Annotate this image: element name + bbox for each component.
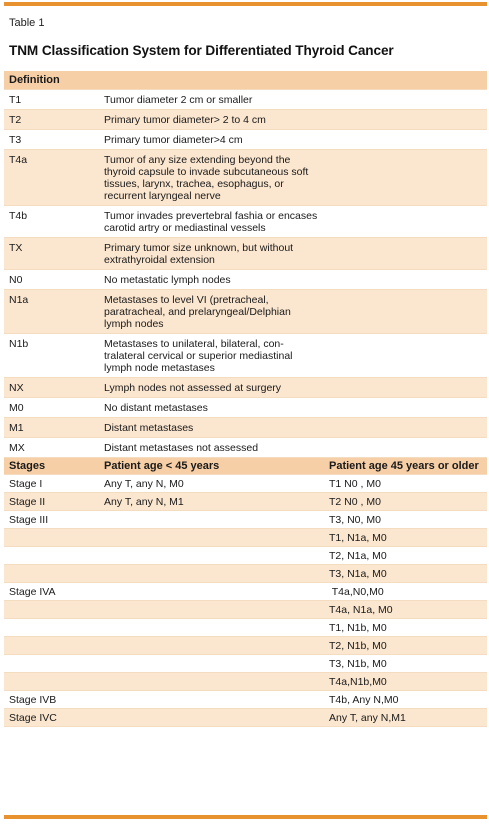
stage-name: Stage II bbox=[9, 496, 46, 508]
stage-row bbox=[4, 547, 487, 565]
definition-row bbox=[4, 90, 487, 110]
stage-over45: T2, N1a, M0 bbox=[329, 550, 387, 562]
stage-over45: T3, N1a, M0 bbox=[329, 568, 387, 580]
stage-name bbox=[4, 637, 99, 654]
definition-header: Definition bbox=[9, 74, 60, 86]
stage-row bbox=[4, 493, 487, 511]
stage-row bbox=[4, 691, 487, 709]
stage-under45 bbox=[99, 601, 324, 618]
definition-row bbox=[4, 130, 487, 150]
stage-over45: T1, N1b, M0 bbox=[329, 622, 387, 634]
stage-name: Stage I bbox=[9, 478, 43, 490]
stage-row bbox=[4, 529, 487, 547]
definition-code: T4b bbox=[9, 210, 28, 222]
stages-header-row bbox=[4, 458, 487, 475]
stage-name bbox=[4, 547, 99, 564]
stage-under45 bbox=[99, 529, 324, 546]
table-title: TNM Classification System for Differentiated Thyroid Cancer bbox=[9, 43, 394, 58]
stage-under45 bbox=[99, 547, 324, 564]
stage-name bbox=[4, 601, 99, 618]
definition-code: T3 bbox=[9, 134, 22, 146]
definition-code: N0 bbox=[9, 274, 23, 286]
stage-under45 bbox=[99, 691, 324, 708]
stage-name: Stage IVB bbox=[9, 694, 57, 706]
stage-name bbox=[4, 655, 99, 672]
definition-row bbox=[4, 110, 487, 130]
stage-under45 bbox=[99, 583, 324, 600]
definition-header-row bbox=[4, 71, 487, 90]
definition-code: M0 bbox=[9, 402, 24, 414]
stage-over45: T2, N1b, M0 bbox=[329, 640, 387, 652]
stage-under45 bbox=[99, 673, 324, 690]
definition-row bbox=[4, 334, 487, 378]
stage-row bbox=[4, 601, 487, 619]
stage-under45 bbox=[99, 709, 324, 726]
definition-row bbox=[4, 150, 487, 206]
stage-name: Stage III bbox=[9, 514, 49, 526]
stages-header: Stages bbox=[9, 460, 46, 472]
stage-row bbox=[4, 673, 487, 691]
tnm-table bbox=[4, 71, 487, 727]
definition-code: TX bbox=[9, 242, 23, 254]
stage-under45: Any T, any N, M1 bbox=[104, 496, 184, 508]
stage-row bbox=[4, 637, 487, 655]
stage-name: Stage IVC bbox=[9, 712, 57, 724]
stage-over45: T1 N0 , M0 bbox=[329, 478, 381, 490]
definition-code: T1 bbox=[9, 94, 22, 106]
definition-code: N1a bbox=[9, 294, 29, 306]
definition-row bbox=[4, 270, 487, 290]
definition-row bbox=[4, 378, 487, 398]
stage-over45: T2 N0 , M0 bbox=[329, 496, 381, 508]
stage-row bbox=[4, 655, 487, 673]
definitions-body bbox=[4, 90, 487, 458]
under45-header: Patient age < 45 years bbox=[104, 460, 220, 472]
stage-row bbox=[4, 511, 487, 529]
definition-text: No distant metastases bbox=[104, 402, 208, 414]
definition-text: Metastases to level VI (pretracheal, paratracheal, and prelaryngeal/Delphian lymph nodes bbox=[104, 294, 291, 330]
stage-over45: T3, N1b, M0 bbox=[329, 658, 387, 670]
stage-over45: T4b, Any N,M0 bbox=[329, 694, 399, 706]
definition-code: T4a bbox=[9, 154, 28, 166]
stage-under45 bbox=[99, 619, 324, 636]
stage-name bbox=[4, 565, 99, 582]
stage-name: Stage IVA bbox=[9, 586, 56, 598]
definition-text: Primary tumor size unknown, but without extrathyroidal extension bbox=[104, 242, 294, 266]
definition-code: T2 bbox=[9, 114, 22, 126]
definition-text: Metastases to unilateral, bilateral, con-tralateral cervical or superior mediastinal lymph node metastases bbox=[104, 338, 293, 374]
bottom-rule bbox=[4, 815, 487, 819]
stage-under45 bbox=[99, 511, 324, 528]
definition-text: Primary tumor diameter> 2 to 4 cm bbox=[104, 114, 266, 126]
stage-row bbox=[4, 583, 487, 601]
definition-row bbox=[4, 238, 487, 270]
stage-row bbox=[4, 475, 487, 493]
definition-text: Primary tumor diameter>4 cm bbox=[104, 134, 243, 146]
stage-row bbox=[4, 565, 487, 583]
definition-code: MX bbox=[9, 442, 25, 454]
stage-over45: T4a,N0,M0 bbox=[329, 586, 384, 598]
stage-row bbox=[4, 709, 487, 727]
stage-name bbox=[4, 619, 99, 636]
stage-over45: T3, N0, M0 bbox=[329, 514, 381, 526]
definition-text: Lymph nodes not assessed at surgery bbox=[104, 382, 282, 394]
definition-text: Tumor of any size extending beyond the thyroid capsule to invade subcutaneous soft tissues, larynx, trachea, esophagus, or recurrent laryngeal nerve bbox=[104, 154, 309, 202]
definition-text: Tumor diameter 2 cm or smaller bbox=[104, 94, 253, 106]
top-rule bbox=[4, 2, 487, 6]
stage-under45 bbox=[99, 565, 324, 582]
stage-row bbox=[4, 619, 487, 637]
definition-code: NX bbox=[9, 382, 24, 394]
definition-row bbox=[4, 418, 487, 438]
stage-under45: Any T, any N, M0 bbox=[104, 478, 184, 490]
definition-text: Tumor invades prevertebral fashia or encases carotid artry or mediastinal vessels bbox=[104, 210, 318, 234]
stage-over45: T4a,N1b,M0 bbox=[329, 676, 387, 688]
table-label: Table 1 bbox=[9, 17, 45, 29]
stage-name bbox=[4, 529, 99, 546]
stage-over45: T4a, N1a, M0 bbox=[329, 604, 393, 616]
over45-header: Patient age 45 years or older bbox=[329, 460, 479, 472]
definition-text: Distant metastases not assessed bbox=[104, 442, 259, 454]
definition-row bbox=[4, 206, 487, 238]
definition-text: Distant metastases bbox=[104, 422, 194, 434]
definition-row bbox=[4, 438, 487, 458]
definition-row bbox=[4, 398, 487, 418]
stage-over45: Any T, any N,M1 bbox=[329, 712, 406, 724]
definition-code: M1 bbox=[9, 422, 24, 434]
stage-name bbox=[4, 673, 99, 690]
stage-over45: T1, N1a, M0 bbox=[329, 532, 387, 544]
stages-body bbox=[4, 475, 487, 727]
definition-text: No metastatic lymph nodes bbox=[104, 274, 231, 286]
stage-under45 bbox=[99, 655, 324, 672]
definition-code: N1b bbox=[9, 338, 29, 350]
stage-under45 bbox=[99, 637, 324, 654]
definition-row bbox=[4, 290, 487, 334]
